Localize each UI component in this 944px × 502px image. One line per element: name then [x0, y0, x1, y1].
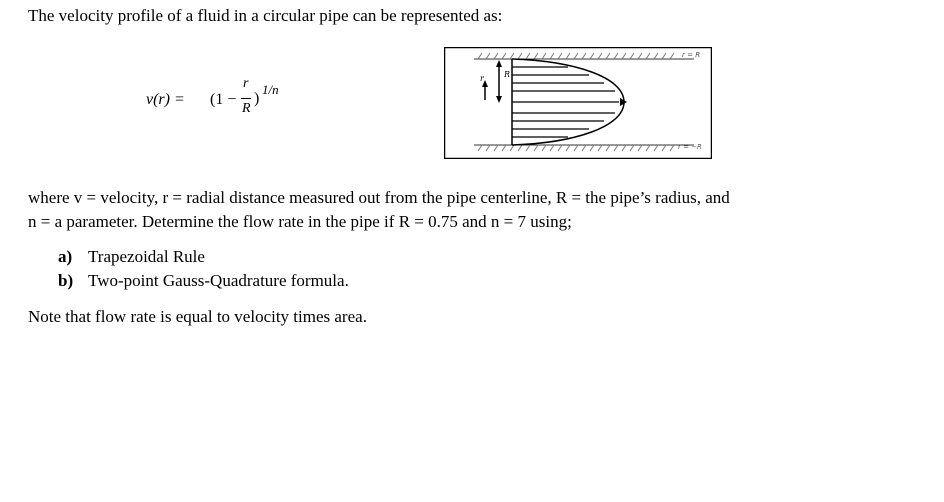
description-line-2: n = a parameter. Determine the flow rate in the pipe if R = 0.75 and n = 7 using;: [28, 212, 572, 231]
formula-open: (1 −: [210, 91, 237, 108]
description-line-1: where v = velocity, r = radial distance measured out from the pipe centerline, R = the pipe’s radius, and: [28, 188, 730, 207]
item-marker: a): [58, 247, 73, 266]
formula-exponent: 1/n: [262, 82, 279, 97]
label-top: r = R: [682, 51, 701, 59]
item-marker: b): [58, 271, 74, 290]
velocity-formula: [146, 76, 306, 122]
pipe-velocity-diagram: [444, 47, 712, 159]
label-R: R: [504, 70, 511, 79]
formula-numerator: r: [243, 76, 249, 91]
list-item: [58, 271, 349, 291]
label-bottom: r = −R: [678, 143, 702, 151]
list-item: [58, 247, 205, 267]
intro-text: The velocity profile of a fluid in a circular pipe can be represented as:: [28, 6, 503, 25]
item-text: Two-point Gauss-Quadrature formula.: [88, 271, 349, 290]
formula-lhs: v(r) =: [146, 91, 185, 108]
label-r: r: [480, 74, 484, 83]
note-text: Note that flow rate is equal to velocity times area.: [28, 307, 367, 326]
formula-denominator: R: [242, 101, 251, 116]
item-text: Trapezoidal Rule: [88, 247, 205, 266]
fraction-bar: [241, 98, 251, 99]
formula-close: ): [254, 90, 260, 107]
diagram-frame: [445, 48, 712, 159]
